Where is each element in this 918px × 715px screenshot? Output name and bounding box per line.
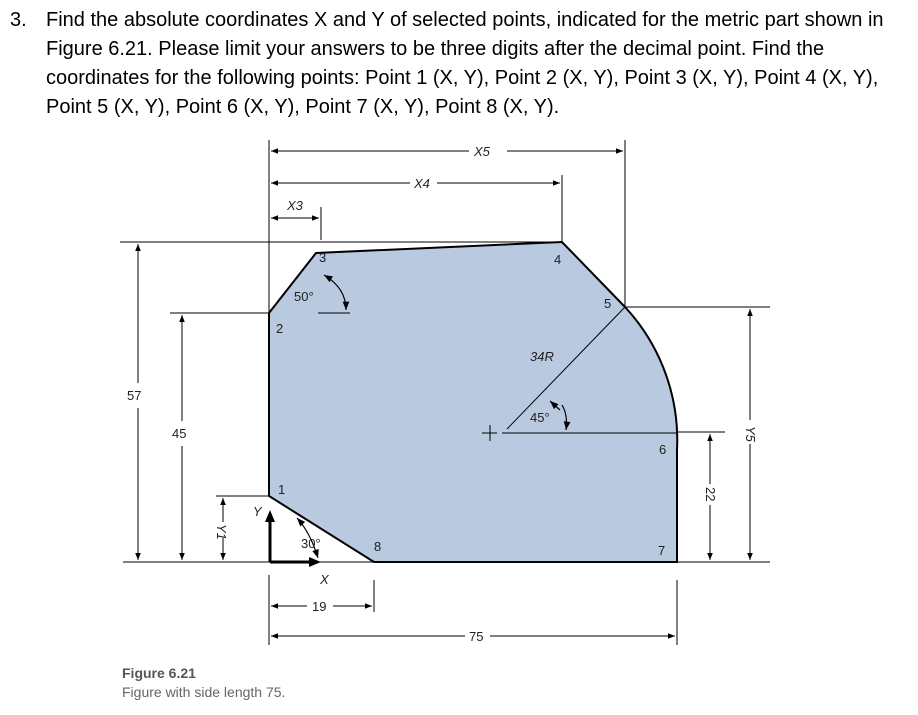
- dim-label-57: 57: [127, 388, 142, 403]
- dim-label-75: 75: [469, 629, 484, 644]
- point-label-2: 2: [276, 321, 284, 336]
- point-label-3: 3: [319, 250, 327, 265]
- dim-label-19: 19: [312, 599, 327, 614]
- angle-label-50: 50°: [294, 289, 314, 304]
- dim-label-y1: Y1: [214, 524, 229, 540]
- part-outline: [269, 242, 677, 562]
- point-label-1: 1: [278, 482, 286, 497]
- axis-label-x: X: [320, 572, 329, 587]
- dim-label-x3: X3: [287, 198, 303, 213]
- y-axis-arrow-icon: [265, 510, 275, 522]
- angle-label-45: 45°: [530, 410, 550, 425]
- caption-title: Figure 6.21: [122, 665, 196, 681]
- point-label-7: 7: [658, 543, 666, 558]
- x-axis-arrow-icon: [309, 557, 321, 567]
- point-label-8: 8: [374, 539, 382, 554]
- question-text: Find the absolute coordinates X and Y of selected points, indicated for the metric part shown in Figure 6.21. Please limit your answers to be three digits after the decimal point. Find the coordinates for the following points: Point 1 (X, Y), Point 2 (X, Y), Point 3 (X, Y), Point 4 (X, Y), Point 5 (X, Y), Point 6 (X, Y), Point 7 (X, Y), Point 8 (X, Y).: [46, 9, 884, 118]
- axis-label-y: Y: [253, 504, 262, 519]
- caption-subtitle: Figure with side length 75.: [122, 684, 286, 700]
- question-number: 3.: [10, 9, 27, 31]
- dim-label-45: 45: [172, 426, 187, 441]
- radius-label-34r: 34R: [530, 349, 554, 364]
- dim-label-y5: Y5: [743, 426, 758, 442]
- point-label-5: 5: [604, 296, 612, 311]
- dim-label-22: 22: [703, 487, 718, 502]
- figure-caption: [122, 665, 285, 700]
- dim-label-x4: X4: [414, 176, 430, 191]
- point-label-6: 6: [659, 442, 667, 457]
- point-label-4: 4: [554, 252, 562, 267]
- angle-label-30: 30°: [301, 536, 321, 551]
- dim-label-x5: X5: [474, 144, 490, 159]
